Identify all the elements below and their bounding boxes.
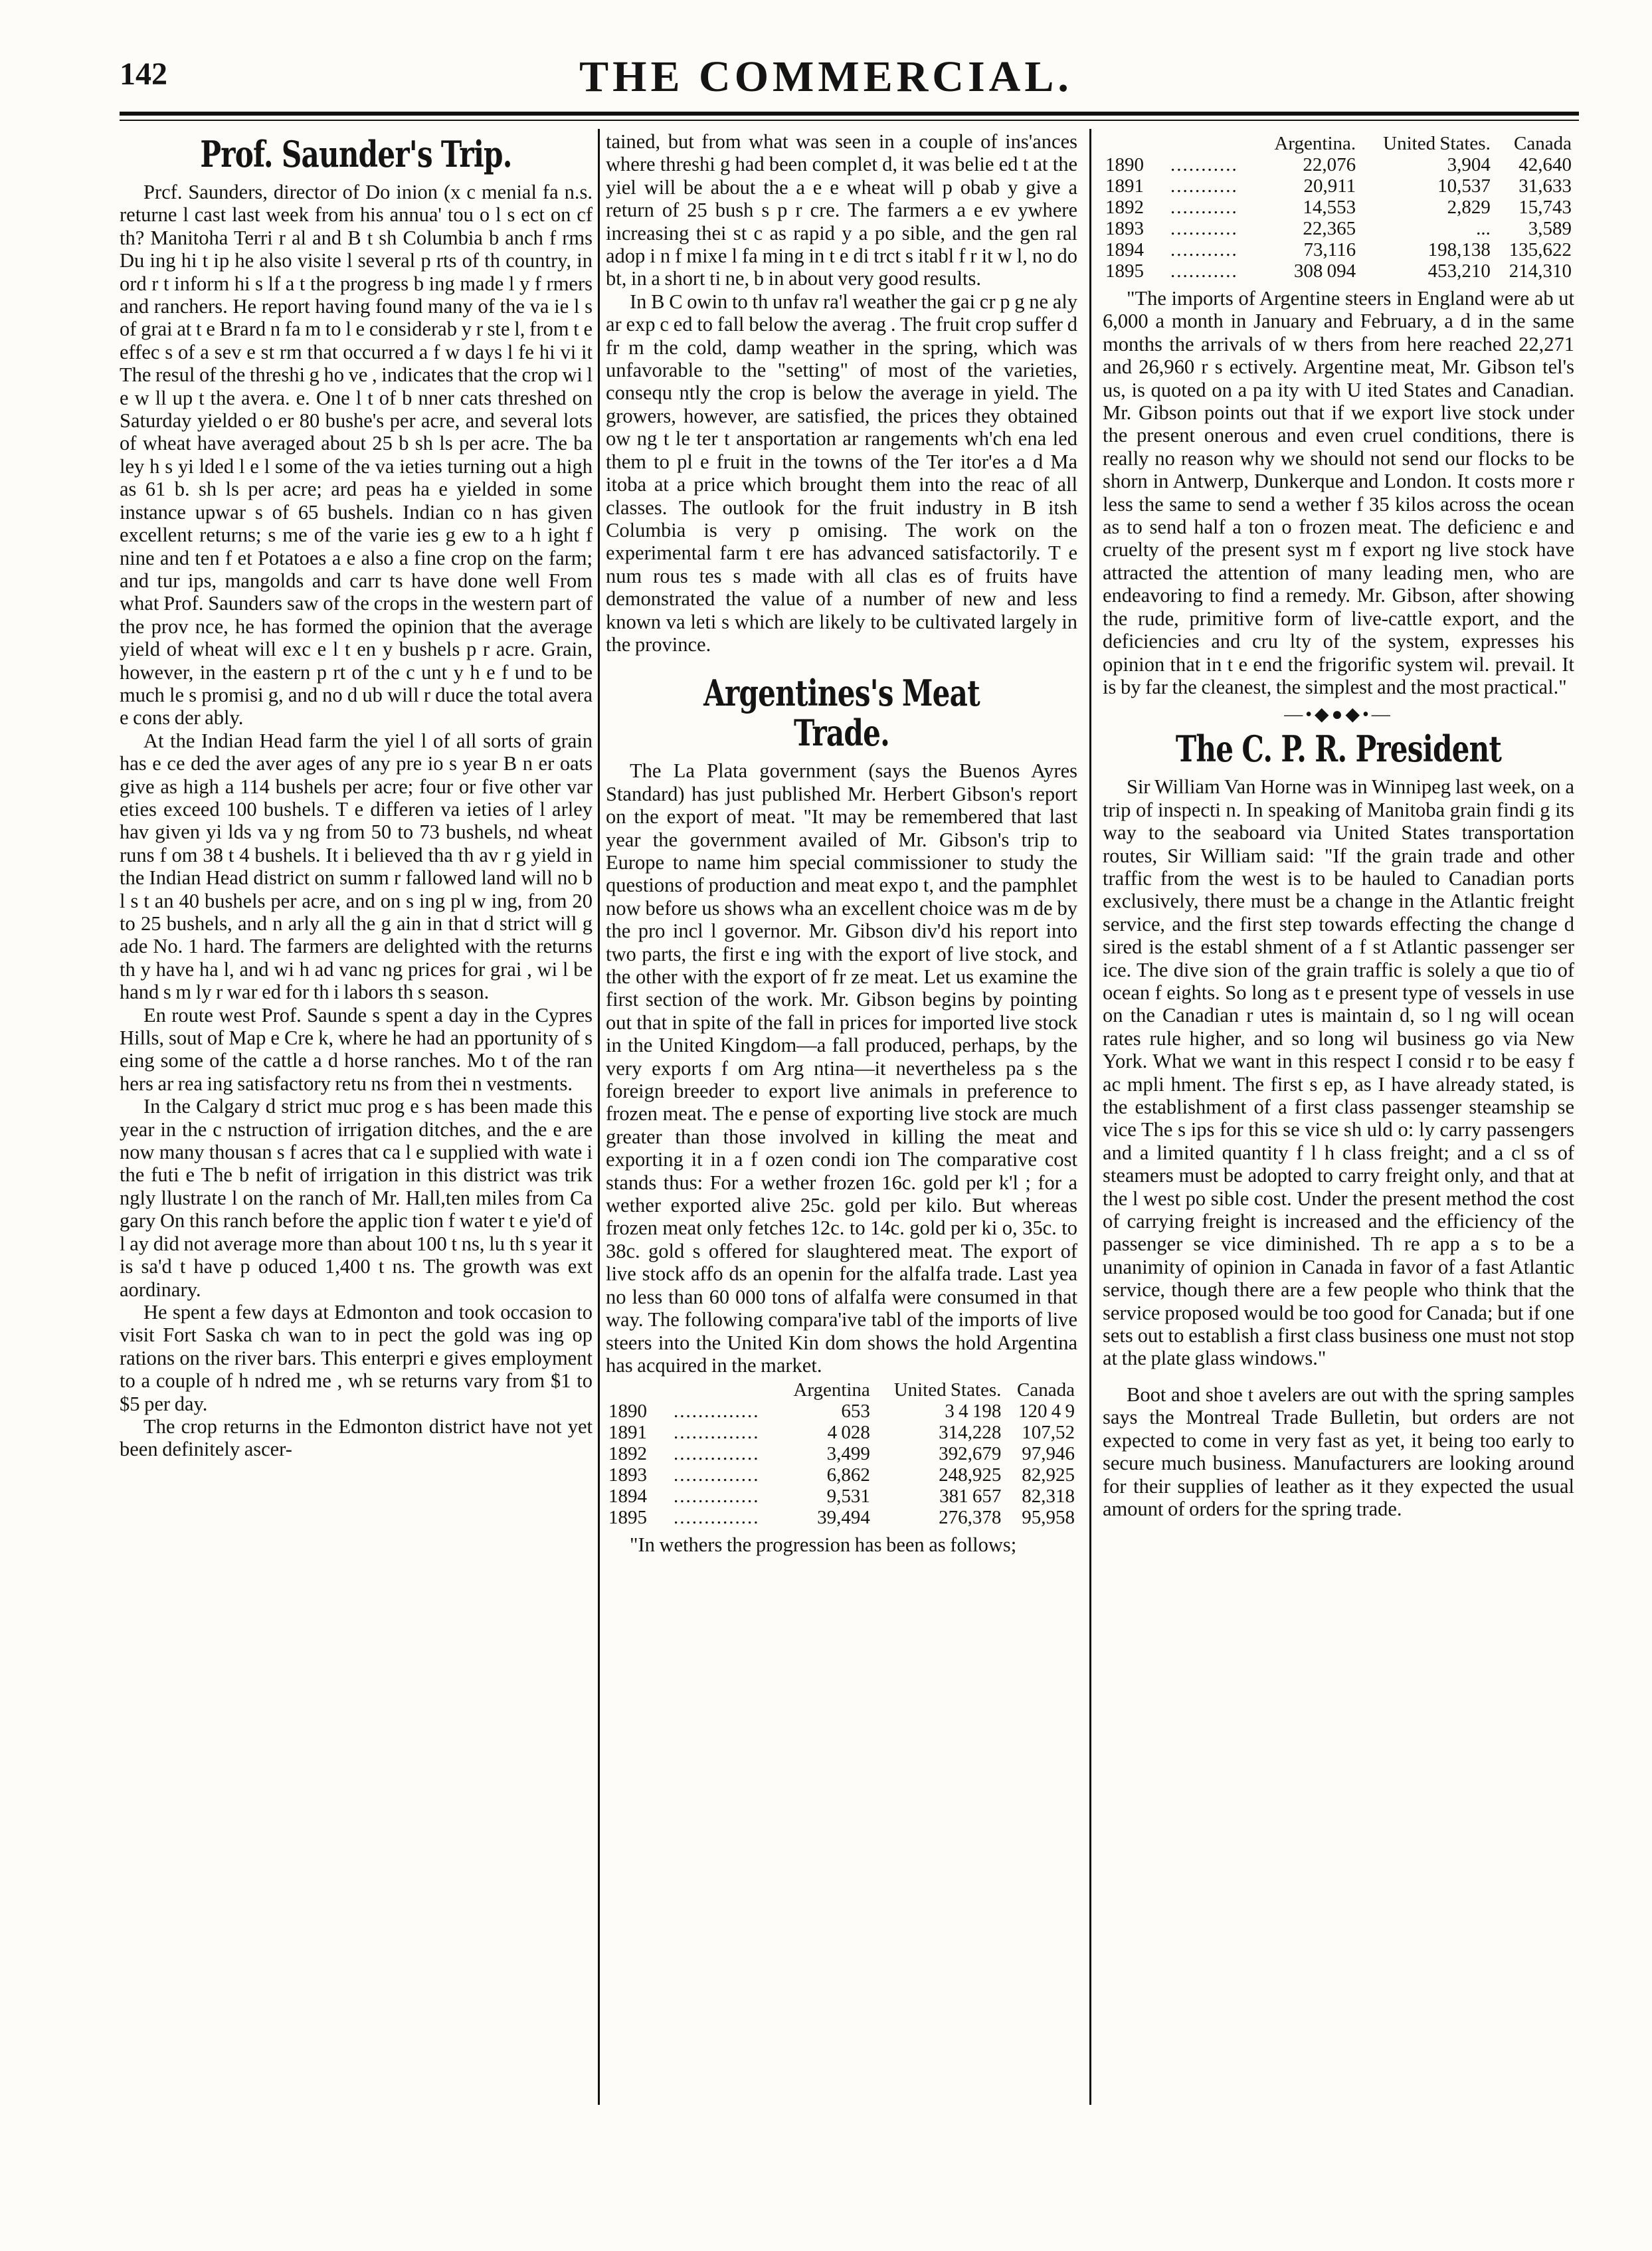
table-cell: 22,365 bbox=[1303, 218, 1356, 239]
table-cell: 82,925 bbox=[1022, 1464, 1075, 1486]
article-paragraph: Sir William Van Horne was in Winnipeg last week, on a trip of inspecti n. In speaking of Manitoba grain findi g its way to the seaboard via United States transportation routes, Sir William said: "If the grain trade and other traffic from the west is to be hauled to Canadian ports exclusively, there must be a change in the Atlantic freight service, and the first step towards effecting the change d sired is the establ shment of a f st Atlantic passenger ser ice. The dive sion of the grain traffic is solely a que tio of ocean f eights. So long as t e present type of vessels in use on the Canadian r utes is maintain d, so l ng will ocean rates rule higher, and so long wil business go via New York. What we want in this respect I consid r to be easy f ac mpli hment. The first s ep, as I have already stated, is the establishment of a first class passenger steamship se vice The s ips for this se vice sh uld o: ly carry passengers and a limited quantity f l h class freight; and a cl ss of steamers must be adopted to carry freight only, and that at the l west po sible cost. Under the present method the cost of carrying freight is increased and the efficiency of the passenger se vice diminished. Th re app a s to be a unanimity of opinion in Canada in favor of a fast Atlantic service, though there are a few people who think that the service proposed would be too good for Canada; but if one sets out to establish a first class business one must not stop at the plate glass windows." bbox=[1103, 775, 1574, 1370]
column-divider-2 bbox=[1089, 129, 1091, 2105]
article-headline: Prof. Saunder's Trip. bbox=[200, 133, 512, 175]
table-cell: 9,531 bbox=[826, 1486, 870, 1508]
leader-dots: ........... bbox=[1170, 154, 1238, 175]
table-header: Canada bbox=[1514, 133, 1572, 154]
article-headline: The C. P. R. President bbox=[1175, 728, 1502, 771]
column-divider-1 bbox=[598, 129, 600, 2105]
section-ornament: —•◆●◆•— bbox=[1284, 704, 1393, 726]
page-number: 142 bbox=[120, 56, 167, 92]
table-cell: 198,138 bbox=[1427, 239, 1491, 260]
table-cell: 308 094 bbox=[1293, 260, 1356, 282]
article-paragraph: Prcf. Saunders, director of Do inion (x c menial fa n.s. returne l cast last week from his annua' tou o l s ect on cf th? Manitoha Terri r al and B t sh Columbia b anch f rms Du ing hi t ip he also visite l several p rts of th country, in ord r t inform hi s lf a t the progress b ing made l y f rmers and ranchers. He report having found many of the va ie l s of grai at t e Brard n fa m to l e considerab y r ste l, from t e effec s of a sev e st rm that occurred a f w days l fe hi vi it The resul of the threshi g ho ve , indicates that the crop wi l e w ll up t the avera. e. One l t of b nner cats threshed on Saturday yielded o er 80 bushe's per acre, and several lots of wheat have averaged about 25 b sh ls per acre. The ba ley h s yi lded l e l some of the va ieties turning out a high as 61 b. sh ls per acre; ard peas ha e yielded in some instance upwar s of 65 bushels. Indian co n has given excellent returns; s me of the varie ies g ew to a h ight f nine and ten f et Potatoes a e also a fine crop on the farm; and tur ips, mangolds and carr ts have done well From what Prof. Saunders saw of the crops in the western part of the prov nce, he has formed the opinion that the average yield of wheat will exc e l t en y bushels p r acre. Grain, however, in the eastern p rt of the c unt y h e f und to be much le s promisi g, and no d ub will r duce the total avera e cons der ably. bbox=[120, 181, 593, 730]
table-cell: 22,076 bbox=[1303, 154, 1356, 175]
table-row bbox=[606, 1507, 1077, 1528]
leader-dots: .............. bbox=[674, 1422, 760, 1444]
table-cell: 1893 bbox=[1105, 218, 1144, 239]
article-paragraph: In the Calgary d strict muc prog e s has been made this year in the c nstruction of irrigation ditches, and the e are now many thousan s f acres that ca l e supplied with wate i the futi e The b nefit of irrigation in this district was trik ngly llustrate l on the ranch of Mr. Hall,ten miles from Ca gary On this ranch before the applic tion f water t e yie'd of l ay did not average more than about 100 t ns, lu th s year it is sa'd t have p oduced 1,400 t ns. The growth was ext aordinary. bbox=[120, 1095, 593, 1301]
table-cell: 1890 bbox=[608, 1401, 647, 1422]
table-cell: 31,633 bbox=[1518, 175, 1572, 197]
masthead-title: THE COMMERCIAL. bbox=[579, 52, 1073, 101]
table-cell: 39,494 bbox=[817, 1507, 870, 1529]
table-cell: 2,829 bbox=[1447, 197, 1491, 218]
table-cell: 1894 bbox=[608, 1486, 647, 1508]
article-paragraph: He spent a few days at Edmonton and took occasion to visit Fort Saska ch wan to in pect the gold was ing op rations on the river bars. This enterpri e gives employment to a couple of h ndred me , wh se returns vary from $1 to $5 per day. bbox=[120, 1300, 593, 1415]
leader-dots: .............. bbox=[674, 1464, 760, 1486]
article-headline: Argentines's Meat Trade. bbox=[703, 672, 980, 755]
table-row bbox=[1103, 260, 1574, 282]
table-header: Canada bbox=[1017, 1379, 1075, 1401]
spacer bbox=[606, 656, 1077, 669]
table-cell: 453,210 bbox=[1427, 260, 1491, 282]
table-row bbox=[1103, 175, 1574, 197]
table-cell: 73,116 bbox=[1303, 239, 1356, 260]
table-cell: 1895 bbox=[608, 1507, 647, 1529]
table-cell: 1893 bbox=[608, 1464, 647, 1486]
leader-dots: .............. bbox=[674, 1507, 760, 1529]
table-row bbox=[606, 1422, 1077, 1443]
table-cell: 120 4 9 bbox=[1018, 1401, 1075, 1422]
article-paragraph: In B C owin to th unfav ra'l weather the gai cr p g ne aly ar exp c ed to fall below the averag . The fruit crop suffer d fr m the cold, damp weather in the spring, which was unfavorable to the "setting" of most of the varieties, consequ ntly the crop is below the average in yield. The growers, however, are satisfied, the prices they obtained ow ng t le ter t ansportation ar rangements wh'ch ena led them to pl e fruit in the towns of the Ter itor'es a d Ma itoba at a price which brought them into the reac of all classes. The outlook for the fruit industry in B itsh Columbia is very p omising. The work on the experimental farm t ere has advanced satisfactorily. T e num rous tes s made with all clas es of fruits have demonstrated the value of a number of new and less known va leti s which are likely to be cultivated largely in the province. bbox=[606, 290, 1077, 656]
article-paragraph: The crop returns in the Edmonton district have not yet been definitely ascer- bbox=[120, 1415, 593, 1461]
spacer bbox=[1103, 1370, 1574, 1383]
wethers-import-table bbox=[1103, 133, 1574, 282]
table-cell: 6,862 bbox=[826, 1464, 870, 1486]
table-cell: ... bbox=[1476, 218, 1491, 239]
table-cell: 14,553 bbox=[1303, 197, 1356, 218]
leader-dots: .............. bbox=[674, 1486, 760, 1508]
table-header-row bbox=[606, 1379, 1077, 1401]
column-3 bbox=[1103, 130, 1574, 1520]
table-cell: 381 657 bbox=[939, 1486, 1002, 1508]
article-paragraph: Boot and shoe t avelers are out with the spring samples says the Montreal Trade Bulletin, but orders are not expected to come in very fast as yet, it being too early to secure much business. Manufacturers are looking around for their supplies of leather as it they expected the usual amount of orders for the spring trade. bbox=[1103, 1383, 1574, 1520]
table-cell: 42,640 bbox=[1518, 154, 1572, 175]
table-cell: 10,537 bbox=[1437, 175, 1491, 197]
leader-dots: ........... bbox=[1170, 260, 1238, 282]
article-paragraph: The La Plata government (says the Buenos Ayres Standard) has just published Mr. Herbert Gibson's report on the export of meat. "It may be remembered that last year the government availed of Mr. Gibson's trip to Europe to name him special commissioner to study the questions of production and meat expo t, and the pamphlet now before us shows wha an excellent choice was m de by the pro incl l governor. Mr. Gibson div'd his report into two parts, the first e ing with the export of live stock, and the other with the export of fr ze meat. Let us examine the first section of the work. Mr. Gibson begins by pointing out that in spite of the fall in prices for imported live stock in the United Kingdom—a fall produced, perhaps, by the very exports f om Arg ntina—it nevertheless pa s the foreign breeder to export live animals in preference to frozen meat. The e pense of exporting live stock are much greater than those involved in killing the meat and exporting it in a f ozen condi ion The comparative cost stands thus: For a wether frozen 16c. gold per k'l ; for a wether exported alive 25c. gold per kilo. But whereas frozen meat only fetches 12c. to 14c. gold per ki o, 35c. to 38c. gold s offered for slaughtered meat. The export of live stock affo ds an openin for the alfalfa trade. Last yea no less than 60 000 tons of alfalfa were consumed in that way. The following compara'ive tabl of the imports of live steers into the United Kin dom shows the hold Argentina has acquired in the market. bbox=[606, 759, 1077, 1377]
table-row bbox=[1103, 239, 1574, 260]
article-paragraph: At the Indian Head farm the yiel l of all sorts of grain has e ce ded the aver ages of any pre io s year B n er oats give as high a 114 bushels per acre; four or five other var eties exceed 100 bushels. T e differen va ieties of l arley hav given yi lds va y ng from 50 to 73 bushels, nd wheat runs f om 38 t 4 bushels. It i believed tha th av r g yield in the Indian Head district on summ r fallowed land will no b l s t an 40 bushels per acre, and on s ing pl w ing, from 20 to 25 bushels, and n arly all the g ain in that d strict will g ade No. 1 hard. The farmers are delighted with the returns th y have ha l, and wi h ad vanc ng prices for grai , wi l be hand s m ly r war ed for th i labors th s season. bbox=[120, 729, 593, 1004]
steers-import-table bbox=[606, 1379, 1077, 1528]
table-cell: 1892 bbox=[1105, 197, 1144, 218]
column-1 bbox=[120, 130, 593, 1461]
article-paragraph: "The imports of Argentine steers in England were ab ut 6,000 a month in January and February, a d in the same months the arrivals of w thers from here reached 22,271 and 26,960 r s ectively. Argentine meat, Mr. Gibson tel's us, is quoted on a pa ity with U ited States and Canadian. Mr. Gibson points out that if we export live stock under the present onerous and even cruel conditions, there is really no reason why we should not send our flocks to be shorn in Antwerp, Dunkerque and London. It costs more r less the same to send a wether f 35 kilos across the ocean as to send half a ton o frozen meat. The deficienc e and cruelty of the present syst m f export ng live stock have attracted the attention of many leading men, who are endeavoring to find a remedy. Mr. Gibson, after showing the rude, primitive form of live-cattle export, and the deficiencies and cru lty of the system, expresses his opinion that in t e end the frigorific system wil. prevail. It is by far the cleanest, the simplest and the most practical." bbox=[1103, 287, 1574, 698]
table-cell: 276,378 bbox=[939, 1507, 1002, 1529]
table-cell: 95,958 bbox=[1022, 1507, 1075, 1529]
leader-dots: ........... bbox=[1170, 197, 1238, 218]
masthead-rule-thin bbox=[120, 120, 1579, 121]
table-cell: 15,743 bbox=[1518, 197, 1572, 218]
table-cell: 4 028 bbox=[827, 1422, 870, 1444]
table-cell: 3,589 bbox=[1528, 218, 1572, 239]
table-row bbox=[1103, 218, 1574, 239]
table-header bbox=[671, 1379, 777, 1401]
table-header-row bbox=[1103, 133, 1574, 154]
table-header: Argentina. bbox=[1274, 133, 1356, 154]
table-cell: 1891 bbox=[608, 1422, 647, 1444]
article-paragraph: tained, but from what was seen in a couple of ins'ances where threshi g had been complet d, it was belie ed t at the yiel will be about the a e e wheat will p obab y give a return of 25 bush s p r cre. The farmers a e ev ywhere increasing thei st c as rapid y a po sible, and the gen ral adop i n f mixe l fa ming in t e di trct s itabl f r it w l, no do bt, in a short ti ne, b in about very good results. bbox=[606, 130, 1077, 290]
table-cell: 248,925 bbox=[939, 1464, 1002, 1486]
table-header: United States. bbox=[1383, 133, 1491, 154]
table-cell: 20,911 bbox=[1303, 175, 1356, 197]
leader-dots: ........... bbox=[1170, 239, 1238, 260]
leader-dots: .............. bbox=[674, 1401, 760, 1422]
table-cell: 1895 bbox=[1105, 260, 1144, 282]
table-cell: 1890 bbox=[1105, 154, 1144, 175]
table-cell: 3,499 bbox=[826, 1443, 870, 1465]
table-cell: 1894 bbox=[1105, 239, 1144, 260]
table-cell: 314,228 bbox=[939, 1422, 1002, 1444]
table-row bbox=[606, 1443, 1077, 1464]
leader-dots: .............. bbox=[674, 1443, 760, 1465]
table-row bbox=[1103, 154, 1574, 175]
table-header: United States. bbox=[893, 1379, 1002, 1401]
table-cell: 653 bbox=[841, 1401, 870, 1422]
table-cell: 135,622 bbox=[1509, 239, 1572, 260]
table-header: Argentina bbox=[793, 1379, 870, 1401]
table-row bbox=[1103, 197, 1574, 218]
table-cell: 107,52 bbox=[1022, 1422, 1075, 1444]
article-paragraph: En route west Prof. Saunde s spent a day in the Cypres Hills, sout of Map e Cre k, where he had an pportunity of s eing some of the cattle a d horse ranches. Mo t of the ran hers ar rea ing satisfactory retu ns from thei n vestments. bbox=[120, 1003, 593, 1095]
table-cell: 3 4 198 bbox=[945, 1401, 1002, 1422]
table-cell: 392,679 bbox=[939, 1443, 1002, 1465]
masthead-rule-thick bbox=[120, 112, 1579, 116]
table-row bbox=[606, 1486, 1077, 1507]
table-row bbox=[606, 1401, 1077, 1422]
table-cell: 3,904 bbox=[1447, 154, 1491, 175]
table-cell: 214,310 bbox=[1509, 260, 1572, 282]
table-header bbox=[606, 1379, 671, 1401]
table-cell: 1891 bbox=[1105, 175, 1144, 197]
column-2 bbox=[606, 130, 1077, 1557]
table-cell: 97,946 bbox=[1022, 1443, 1075, 1465]
table-row bbox=[606, 1464, 1077, 1486]
table-header bbox=[1103, 133, 1168, 154]
table-header bbox=[1168, 133, 1255, 154]
table-cell: 1892 bbox=[608, 1443, 647, 1465]
table-cell: 82,318 bbox=[1022, 1486, 1075, 1508]
leader-dots: ........... bbox=[1170, 218, 1238, 239]
leader-dots: ........... bbox=[1170, 175, 1238, 197]
article-paragraph: "In wethers the progression has been as follows; bbox=[630, 1533, 1017, 1557]
